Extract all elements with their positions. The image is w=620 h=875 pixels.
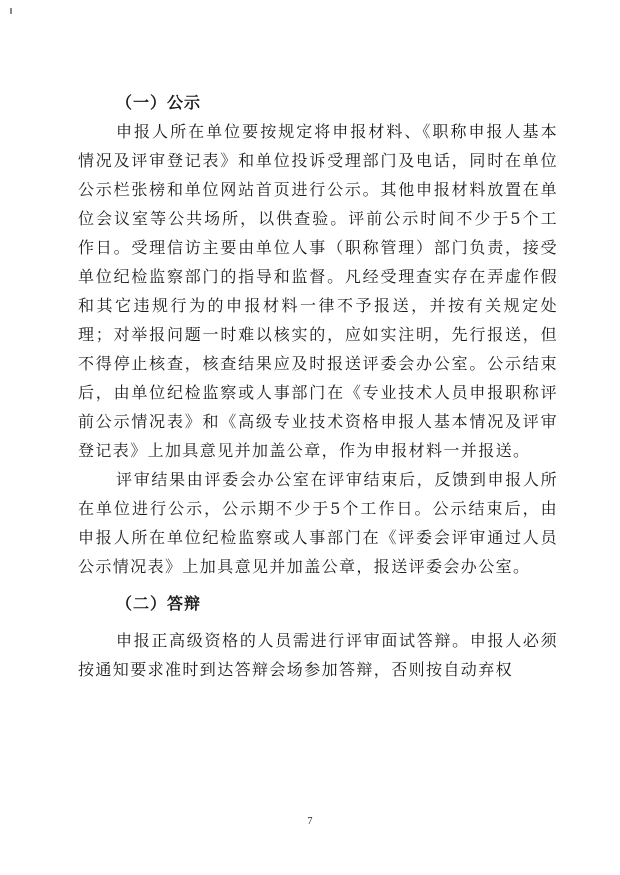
- document-body: [78, 88, 558, 684]
- section-heading-publicity: （一）公示: [116, 93, 202, 112]
- spacer: [78, 581, 558, 589]
- spacer: [78, 618, 558, 626]
- page-number: 7: [307, 816, 313, 827]
- paragraph-defense-requirements: 申报正高级资格的人员需进行评审面试答辩。申报人必须按通知要求准时到达答辩会场参加答辩，否则按自动弃权: [78, 631, 558, 679]
- paragraph-publicity-requirements: 申报人所在单位要按规定将申报材料、《职称申报人基本情况及评审登记表》和单位投诉受理部门及电话，同时在单位公示栏张榜和单位网站首页进行公示。其他申报材料放置在单位会议室等公共场所，以供查验。评前公示时间不少于5个工作日。受理信访主要由单位人事（职称管理）部门负责，接受单位纪检监察部门的指导和监督。凡经受理查实存在弄虚作假和其它违规行为的申报材料一律不予报送，并按有关规定处理；对举报问题一时难以核实的，应如实注明，先行报送，但不得停止核查，核查结果应及时报送评委会办公室。公示结束后，由单位纪检监察或人事部门在《专业技术人员申报职称评前公示情况表》和《高级专业技术资格申报人基本情况及评审登记表》上加具意见并加盖公章，作为申报材料一并报送。: [78, 122, 558, 460]
- scan-artifact: [10, 8, 12, 14]
- paragraph-review-results-publicity: 评审结果由评委会办公室在评审结束后，反馈到申报人所在单位进行公示，公示期不少于5个工作日。公示结束后，由申报人所在单位纪检监察或人事部门在《评委会评审通过人员公示情况表》上加具意见并加盖公章，报送评委会办公室。: [78, 470, 558, 576]
- section-heading-defense: （二）答辩: [116, 594, 202, 613]
